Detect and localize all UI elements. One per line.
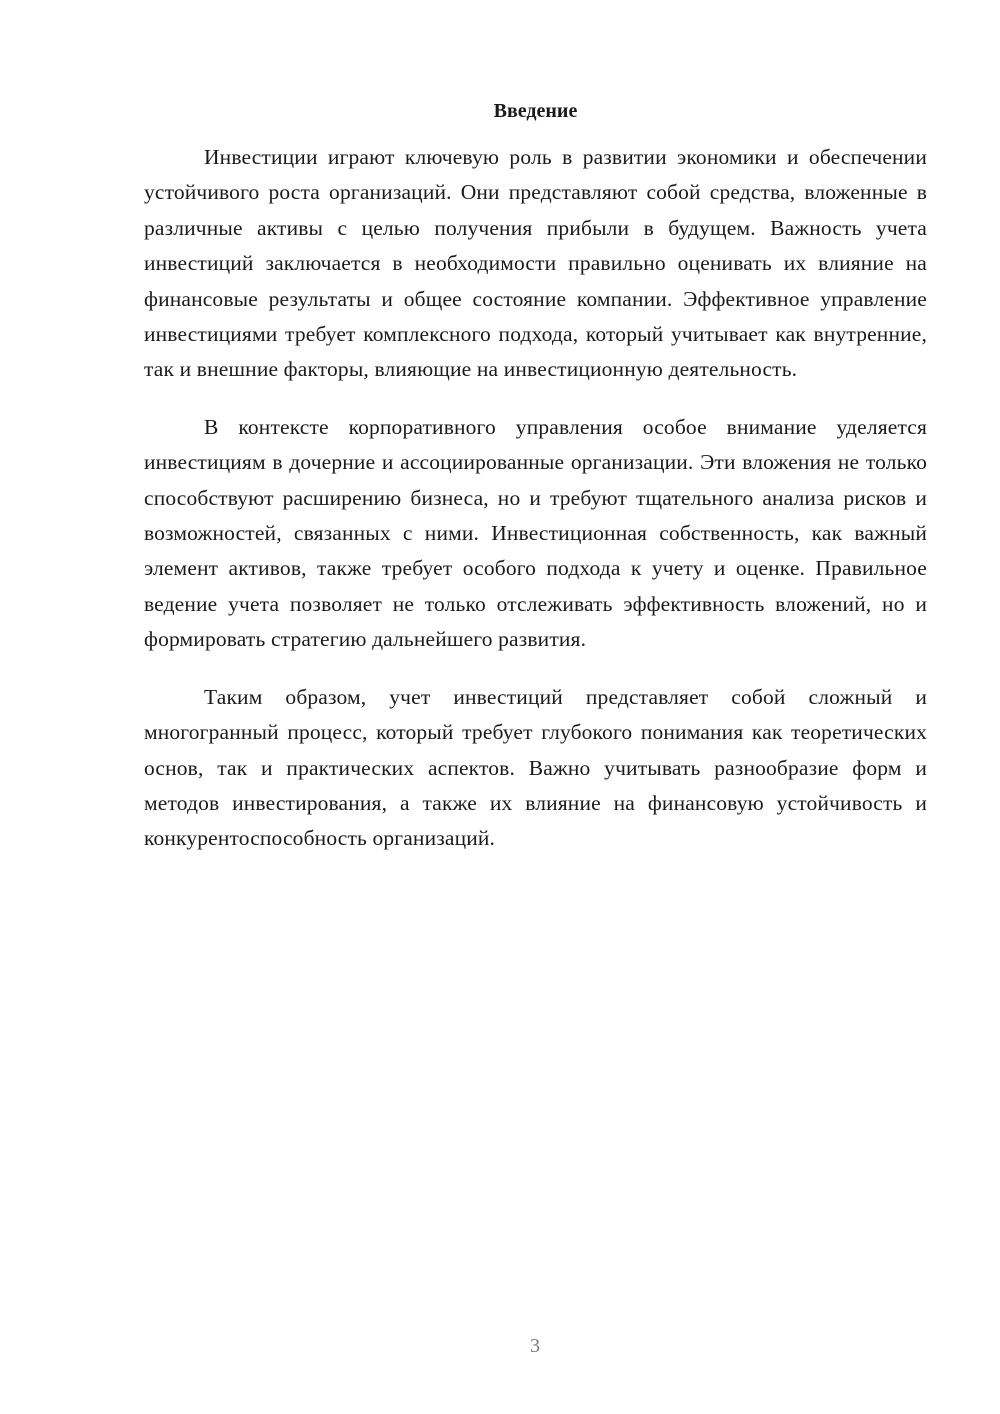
paragraph-1: Инвестиции играют ключевую роль в развитии экономики и обеспечении устойчивого роста организаций. Они представляют собой средства, вложенные в различные активы с целью получения прибыли в будущем. Важность учета инвестиций заключается в необходимости правильно оценивать их влияние на финансовые результаты и общее состояние компании. Эффективное управление инвестициями требует комплексного подхода, который учитывает как внутренние, так и внешние факторы, влияющие на инвестиционную деятельность. (144, 145, 927, 382)
page-number: 3 (530, 1335, 540, 1357)
section-heading: Введение (493, 100, 578, 122)
paragraph-3: Таким образом, учет инвестиций представляет собой сложный и многогранный процесс, который требует глубокого понимания как теоретических основ, так и практических аспектов. Важно учитывать разнообразие форм и методов инвестирования, а также их влияние на финансовую устойчивость и конкурентоспособность организаций. (144, 684, 927, 851)
paragraph-2: В контексте корпоративного управления особое внимание уделяется инвестициям в дочерние и ассоциированные организации. Эти вложения не только способствуют расширению бизнеса, но и требуют тщательного анализа рисков и возможностей, связанных с ними. Инвестиционная собственность, как важный элемент активов, также требует особого подхода к учету и оценке. Правильное ведение учета позволяет не только отслеживать эффективность вложений, но и формировать стратегию дальнейшего развития. (144, 414, 927, 652)
page-content (144, 96, 927, 879)
